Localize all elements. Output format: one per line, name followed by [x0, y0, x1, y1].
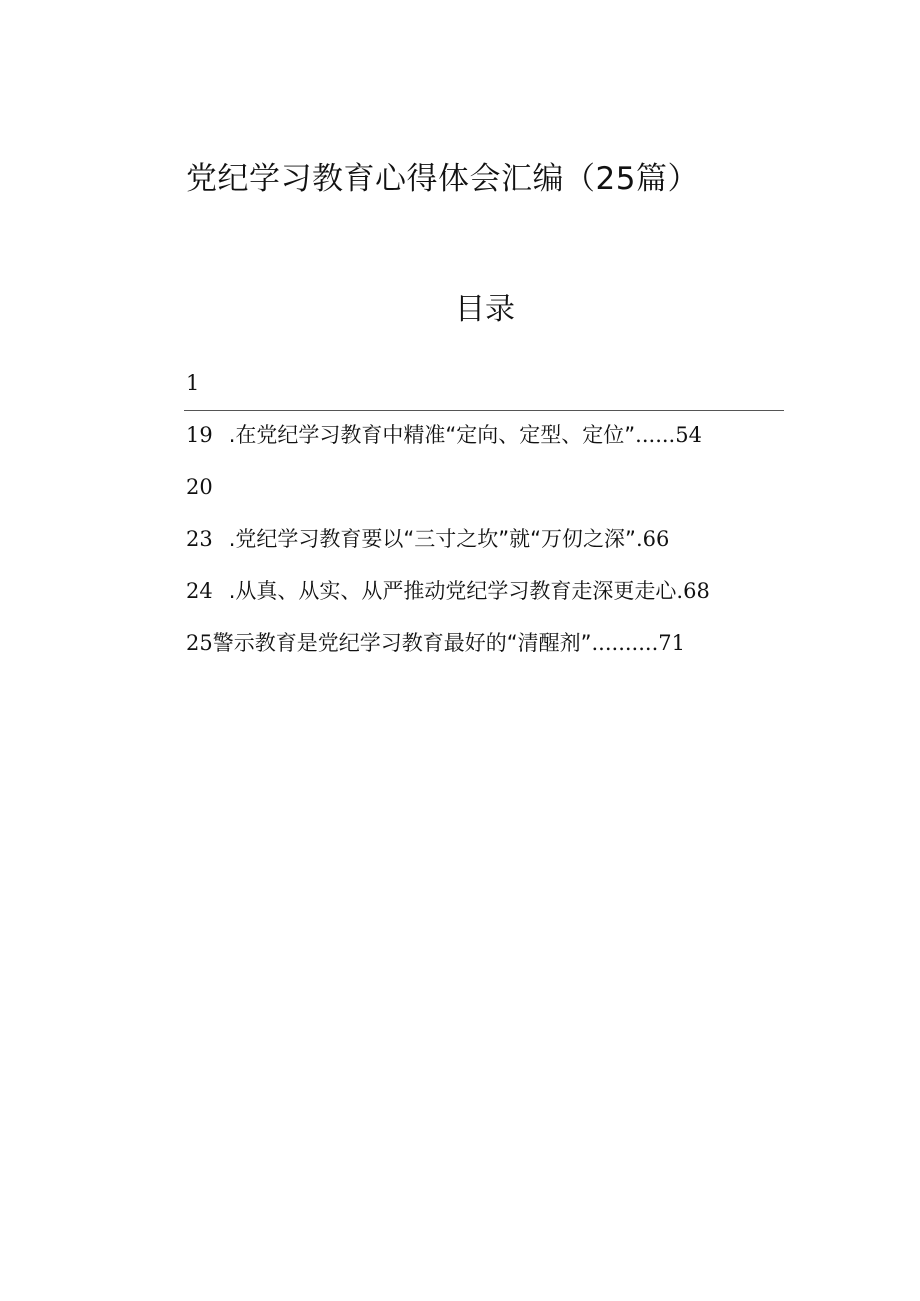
toc-heading: 目录 [455, 292, 515, 327]
toc-entry-leader: .......... [591, 631, 659, 655]
toc-entry-page: 71 [658, 631, 685, 655]
toc-entry-page: 54 [675, 423, 702, 447]
toc-entry-leader: . [635, 527, 643, 551]
toc-entry[interactable] [186, 472, 213, 502]
toc-entry-title: .从真、从实、从严推动党纪学习教育走深更走心 [228, 579, 677, 603]
document-title: 党纪学习教育心得体会汇编（25篇） [186, 161, 699, 197]
toc-entry-number: 24 [186, 579, 213, 603]
toc-entry-page: 68 [683, 579, 710, 603]
toc-entry-title: 警示教育是党纪学习教育最好的“清醒剂” [212, 631, 592, 655]
toc-entry-number: 23 [186, 527, 213, 551]
toc-entry-leader: . [676, 579, 684, 603]
toc-divider [184, 410, 784, 411]
toc-entry-page: 66 [642, 527, 670, 551]
toc-entry-number: 1 [186, 371, 200, 395]
toc-entry-number: 20 [186, 475, 213, 499]
toc-entry-leader: ...... [635, 423, 676, 447]
toc-entry[interactable] [186, 420, 702, 450]
toc-entry[interactable] [186, 576, 710, 606]
toc-entry[interactable] [186, 524, 669, 554]
toc-entry-title: .在党纪学习教育中精准“定向、定型、定位” [228, 423, 636, 447]
toc-entry-number: 25 [186, 631, 213, 655]
toc-entry-title: .党纪学习教育要以“三寸之坎”就“万仞之深” [228, 527, 636, 551]
toc-entry-number: 19 [186, 423, 213, 447]
toc-entry[interactable] [186, 628, 685, 658]
toc-entry[interactable] [186, 368, 199, 398]
